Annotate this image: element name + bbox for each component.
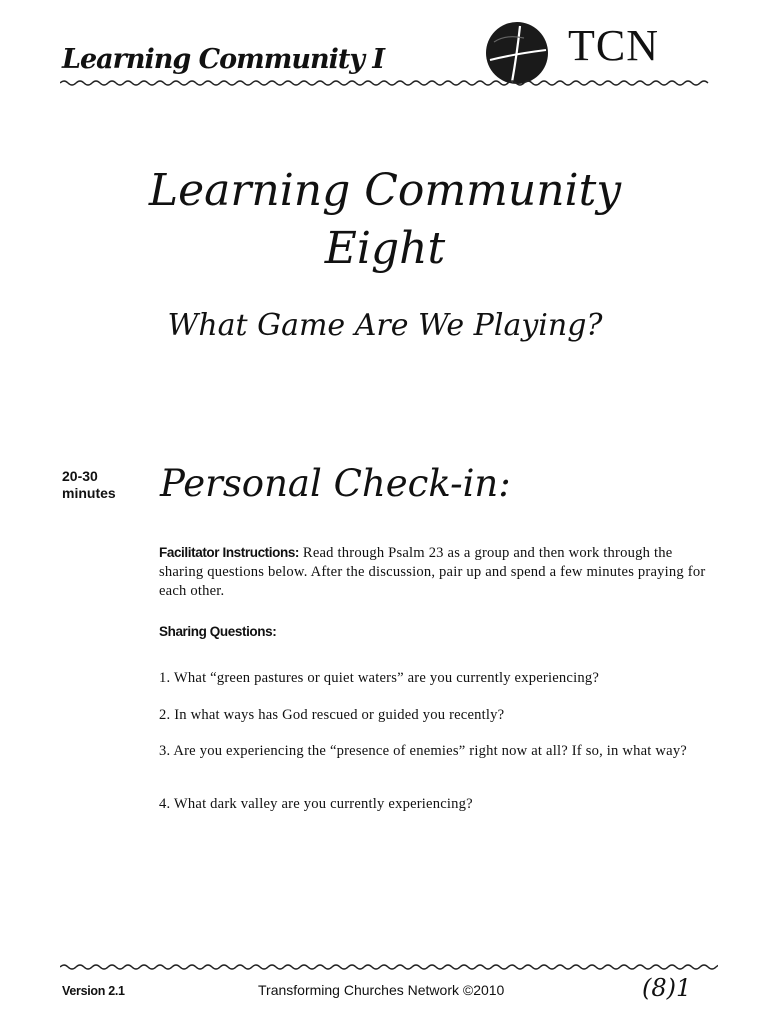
- copyright-text: Transforming Churches Network ©2010: [258, 982, 505, 998]
- header-divider: [60, 78, 718, 88]
- question-item: 2. In what ways has God rescued or guided you recently?: [159, 707, 505, 723]
- footer-divider: [60, 962, 718, 972]
- course-title: Learning Community I: [62, 44, 385, 75]
- question-item: 4. What dark valley are you currently experiencing?: [159, 796, 473, 812]
- duration-label: [62, 468, 116, 502]
- page-title-line1: Learning Community: [148, 165, 622, 216]
- brand-name: TCN: [568, 21, 659, 70]
- page-subtitle: What Game Are We Playing?: [167, 308, 603, 343]
- tcn-logo-icon: [484, 20, 550, 86]
- version-label: Version 2.1: [62, 984, 125, 998]
- question-item: 1. What “green pastures or quiet waters” are you currently experiencing?: [159, 670, 599, 686]
- facilitator-instructions: [159, 543, 719, 601]
- page-title: [0, 162, 770, 278]
- instructions-label: Facilitator Instructions:: [159, 545, 300, 560]
- duration-range: 20-30: [62, 468, 98, 484]
- section-heading: Personal Check-in:: [160, 462, 511, 505]
- page-title-line2: Eight: [324, 223, 446, 274]
- question-item: 3. Are you experiencing the “presence of enemies” right now at all? If so, in what way?: [159, 743, 687, 759]
- duration-unit: minutes: [62, 485, 116, 501]
- page-number: (8)1: [642, 974, 692, 1002]
- instructions-text: Read through Psalm 23 as a group and then work through the sharing questions below. After the discussion, pair up and spend a few minutes praying for each other.: [159, 545, 706, 599]
- sharing-questions-label: Sharing Questions:: [159, 624, 277, 639]
